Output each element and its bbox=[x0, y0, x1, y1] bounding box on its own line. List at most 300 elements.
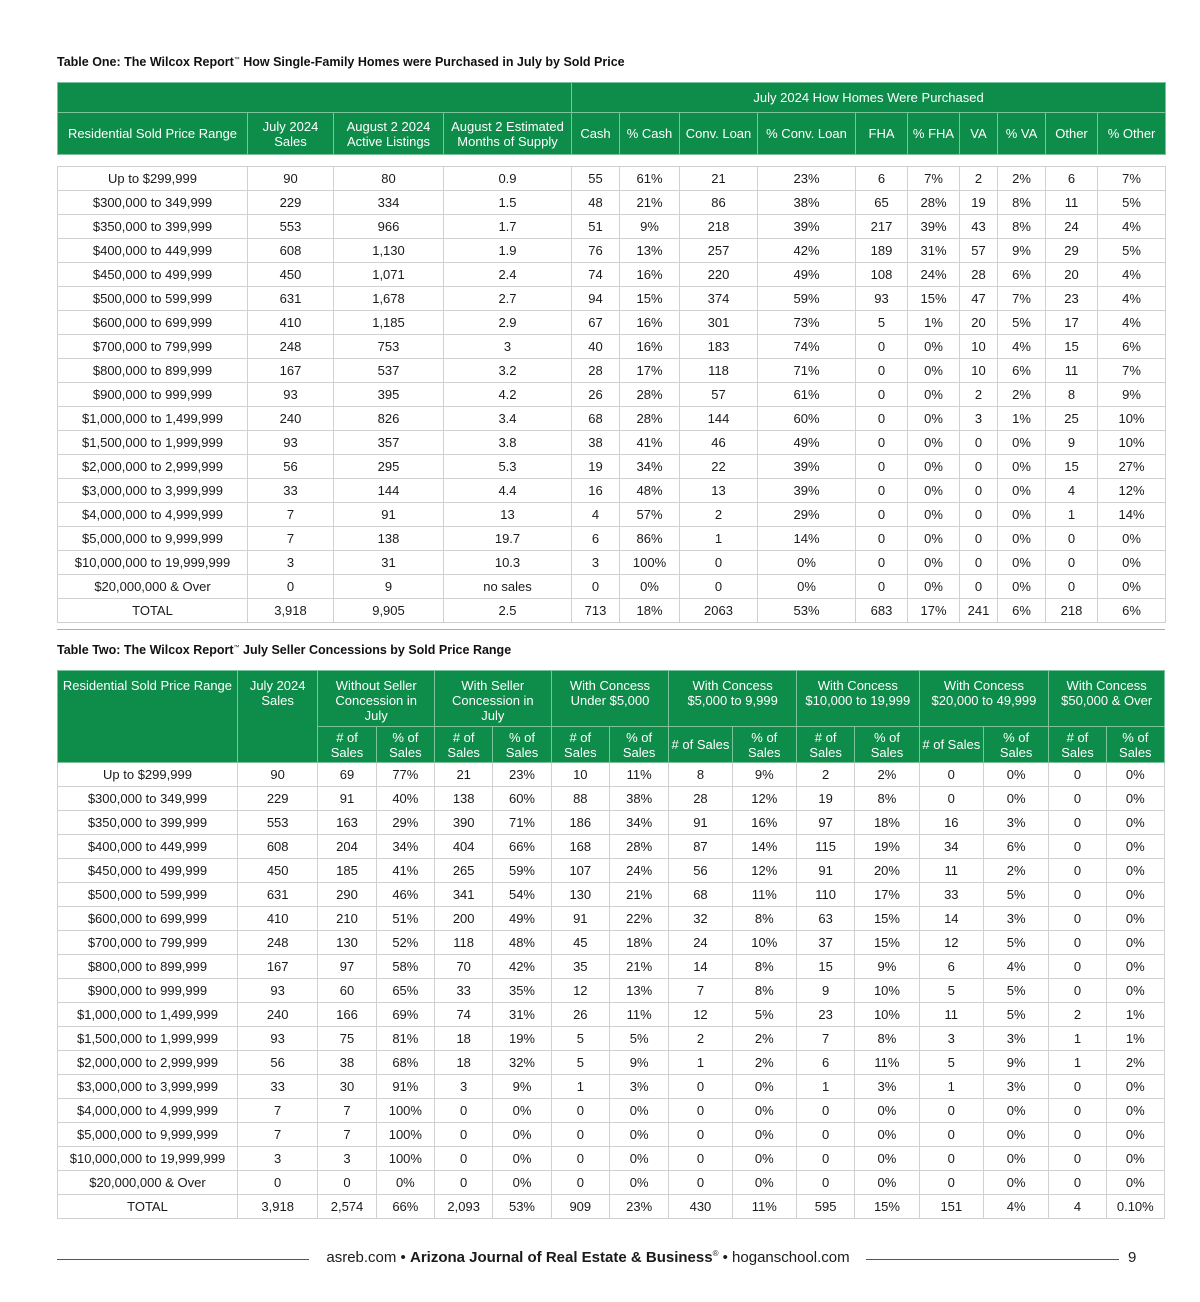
price-range-cell: $450,000 to 499,999 bbox=[58, 263, 248, 287]
table-cell: 3% bbox=[983, 1075, 1048, 1099]
table-cell: 5 bbox=[551, 1027, 609, 1051]
table-cell: 0 bbox=[1049, 1075, 1106, 1099]
price-range-cell: $5,000,000 to 9,999,999 bbox=[58, 1123, 238, 1147]
table-cell: 683 bbox=[856, 599, 908, 623]
table-cell: 14% bbox=[758, 527, 856, 551]
table-two-group-header: With Concess Under $5,000 bbox=[551, 671, 669, 727]
table-cell: 93 bbox=[248, 431, 334, 455]
table-cell: 410 bbox=[237, 907, 317, 931]
table-cell: 1% bbox=[1106, 1027, 1164, 1051]
table-cell: 23% bbox=[758, 167, 856, 191]
table-cell: 91 bbox=[318, 787, 376, 811]
table-cell: 210 bbox=[318, 907, 376, 931]
table-two-title: Table Two: The Wilcox Report™ July Seller Concessions by Sold Price Range bbox=[57, 643, 512, 657]
table-cell: 0 bbox=[435, 1171, 493, 1195]
table-cell: 8% bbox=[998, 215, 1046, 239]
table-cell: 15% bbox=[908, 287, 960, 311]
table-cell: 0% bbox=[1106, 883, 1164, 907]
table-cell: 76 bbox=[572, 239, 620, 263]
table-cell: 39% bbox=[758, 455, 856, 479]
table-cell: 5 bbox=[551, 1051, 609, 1075]
table-cell: 0 bbox=[796, 1123, 854, 1147]
table-cell: 0 bbox=[551, 1123, 609, 1147]
table-cell: 390 bbox=[435, 811, 493, 835]
table-cell: 93 bbox=[248, 383, 334, 407]
table-cell: 29 bbox=[1046, 239, 1098, 263]
table-cell: 38% bbox=[758, 191, 856, 215]
table-cell: 10% bbox=[732, 931, 796, 955]
table-cell: 20% bbox=[855, 859, 919, 883]
table-cell: 100% bbox=[620, 551, 680, 575]
table-cell: 7 bbox=[318, 1123, 376, 1147]
table-row bbox=[58, 263, 1166, 287]
table-cell: 3 bbox=[960, 407, 998, 431]
table-cell: 16 bbox=[919, 811, 983, 835]
price-range-cell: $2,000,000 to 2,999,999 bbox=[58, 1051, 238, 1075]
table-cell: 0% bbox=[1098, 575, 1166, 599]
table-cell: 229 bbox=[248, 191, 334, 215]
table-cell: 48% bbox=[493, 931, 551, 955]
table-cell: 6% bbox=[1098, 335, 1166, 359]
table-cell: 0 bbox=[669, 1123, 732, 1147]
table-cell: 0% bbox=[493, 1123, 551, 1147]
table-total-row bbox=[58, 599, 1166, 623]
table-cell: 7 bbox=[796, 1027, 854, 1051]
table-cell: 0% bbox=[998, 479, 1046, 503]
table-two-sub-header: % of Sales bbox=[609, 727, 668, 763]
table-cell: 35% bbox=[493, 979, 551, 1003]
table-cell: 0% bbox=[1106, 1075, 1164, 1099]
table-row bbox=[58, 1099, 1165, 1123]
table-cell: 11 bbox=[919, 859, 983, 883]
table-cell: 91% bbox=[376, 1075, 434, 1099]
table-cell: 15 bbox=[796, 955, 854, 979]
price-range-cell: $350,000 to 399,999 bbox=[58, 215, 248, 239]
table-one-col-header: July 2024 Sales bbox=[248, 113, 334, 155]
table-cell: 5% bbox=[983, 1003, 1048, 1027]
table-cell: 5 bbox=[919, 1051, 983, 1075]
table-cell: 14 bbox=[669, 955, 732, 979]
table-cell: 4% bbox=[983, 1195, 1048, 1219]
table-cell: 3% bbox=[983, 907, 1048, 931]
table-cell: 168 bbox=[551, 835, 609, 859]
table-cell: 5% bbox=[1098, 191, 1166, 215]
table-cell: 19% bbox=[493, 1027, 551, 1051]
table-cell: 53% bbox=[758, 599, 856, 623]
table-cell: 81% bbox=[376, 1027, 434, 1051]
table-cell: 93 bbox=[237, 979, 317, 1003]
table-cell: 8 bbox=[1046, 383, 1098, 407]
table-cell: 6% bbox=[998, 359, 1046, 383]
price-range-cell: $700,000 to 799,999 bbox=[58, 931, 238, 955]
table-cell: 22 bbox=[680, 455, 758, 479]
table-cell: 34 bbox=[919, 835, 983, 859]
table-cell: 60 bbox=[318, 979, 376, 1003]
table-cell: 2% bbox=[998, 383, 1046, 407]
price-range-cell: Up to $299,999 bbox=[58, 763, 238, 787]
table-cell: 0 bbox=[960, 575, 998, 599]
table-cell: 301 bbox=[680, 311, 758, 335]
table-cell: 49% bbox=[493, 907, 551, 931]
table-cell: 74% bbox=[758, 335, 856, 359]
table-cell: 0 bbox=[669, 1147, 732, 1171]
table-row bbox=[58, 979, 1165, 1003]
table-row bbox=[58, 883, 1165, 907]
table-cell: 450 bbox=[248, 263, 334, 287]
table-row bbox=[58, 1147, 1165, 1171]
table-cell: 11% bbox=[732, 1195, 796, 1219]
table-one-col-header: Cash bbox=[572, 113, 620, 155]
table-cell: 115 bbox=[796, 835, 854, 859]
table-cell: 0 bbox=[960, 455, 998, 479]
table-cell: 229 bbox=[237, 787, 317, 811]
table-cell: 2% bbox=[998, 167, 1046, 191]
table-row bbox=[58, 167, 1166, 191]
table-cell: 0 bbox=[960, 551, 998, 575]
table-cell: 33 bbox=[248, 479, 334, 503]
table-cell: 28% bbox=[620, 407, 680, 431]
table-row bbox=[58, 431, 1166, 455]
table-cell: 80 bbox=[334, 167, 444, 191]
table-cell: 357 bbox=[334, 431, 444, 455]
price-range-cell: $800,000 to 899,999 bbox=[58, 359, 248, 383]
table-cell: 32% bbox=[493, 1051, 551, 1075]
table-cell: 631 bbox=[248, 287, 334, 311]
table-cell: 6 bbox=[919, 955, 983, 979]
table-one-col-header: August 2 Estimated Months of Supply bbox=[444, 113, 572, 155]
table-cell: 100% bbox=[376, 1147, 434, 1171]
table-cell: 9% bbox=[855, 955, 919, 979]
table-cell: 0% bbox=[908, 479, 960, 503]
table-cell: 46% bbox=[376, 883, 434, 907]
table-cell: 185 bbox=[318, 859, 376, 883]
table-cell: 608 bbox=[237, 835, 317, 859]
table-cell: 0% bbox=[609, 1099, 668, 1123]
table-cell: 0 bbox=[919, 787, 983, 811]
table-cell: 57 bbox=[680, 383, 758, 407]
table-cell: 49% bbox=[758, 431, 856, 455]
table-two-sub-header: % of Sales bbox=[983, 727, 1048, 763]
table-cell: 3,918 bbox=[248, 599, 334, 623]
table-cell: 5% bbox=[1098, 239, 1166, 263]
table-cell: 8% bbox=[732, 955, 796, 979]
table-cell: 6% bbox=[998, 599, 1046, 623]
table-two-sub-header: % of Sales bbox=[1106, 727, 1164, 763]
table-cell: 9% bbox=[1098, 383, 1166, 407]
table-cell: 32 bbox=[669, 907, 732, 931]
table-cell: 2 bbox=[680, 503, 758, 527]
table-cell: 4% bbox=[1098, 311, 1166, 335]
table-cell: 0 bbox=[919, 1123, 983, 1147]
table-cell: 97 bbox=[318, 955, 376, 979]
table-cell: 1% bbox=[908, 311, 960, 335]
table-cell: 28 bbox=[960, 263, 998, 287]
table-row bbox=[58, 835, 1165, 859]
table-two-sub-header: % of Sales bbox=[855, 727, 919, 763]
table-cell: 11 bbox=[1046, 359, 1098, 383]
table-cell: 3 bbox=[572, 551, 620, 575]
table-row bbox=[58, 551, 1166, 575]
price-range-cell: $20,000,000 & Over bbox=[58, 1171, 238, 1195]
footer-link-hoganschool[interactable]: • hoganschool.com bbox=[718, 1249, 850, 1266]
table-cell: 10% bbox=[855, 979, 919, 1003]
table-cell: 0% bbox=[1106, 835, 1164, 859]
table-cell: 0 bbox=[680, 575, 758, 599]
table-cell: 0 bbox=[856, 575, 908, 599]
table-cell: 19 bbox=[572, 455, 620, 479]
table-cell: 5% bbox=[983, 883, 1048, 907]
table-cell: 0% bbox=[998, 503, 1046, 527]
table-cell: 0 bbox=[1049, 811, 1106, 835]
price-range-cell: $1,000,000 to 1,499,999 bbox=[58, 407, 248, 431]
table-row bbox=[58, 503, 1166, 527]
table-cell: 0 bbox=[1049, 859, 1106, 883]
table-row bbox=[58, 287, 1166, 311]
table-row bbox=[58, 931, 1165, 955]
table-cell: 3% bbox=[983, 1027, 1048, 1051]
table-cell: 75 bbox=[318, 1027, 376, 1051]
table-cell: 166 bbox=[318, 1003, 376, 1027]
table-cell: 2.7 bbox=[444, 287, 572, 311]
table-cell: 0 bbox=[1049, 955, 1106, 979]
price-range-cell: $500,000 to 599,999 bbox=[58, 287, 248, 311]
table-cell: 537 bbox=[334, 359, 444, 383]
table-cell: 73% bbox=[758, 311, 856, 335]
footer-link-asreb[interactable]: asreb.com • bbox=[326, 1249, 410, 1266]
table-cell: 0% bbox=[998, 455, 1046, 479]
table-cell: 0 bbox=[919, 763, 983, 787]
table-cell: 1 bbox=[796, 1075, 854, 1099]
table-cell: 2,574 bbox=[318, 1195, 376, 1219]
table-cell: 11% bbox=[609, 763, 668, 787]
table-cell: 220 bbox=[680, 263, 758, 287]
table-row bbox=[58, 575, 1166, 599]
table-cell: 3 bbox=[435, 1075, 493, 1099]
table-row bbox=[58, 1027, 1165, 1051]
table-cell: 2% bbox=[855, 763, 919, 787]
table-cell: 15% bbox=[855, 931, 919, 955]
table-cell: 0% bbox=[609, 1147, 668, 1171]
table-cell: 0 bbox=[796, 1099, 854, 1123]
table-cell: 48% bbox=[620, 479, 680, 503]
table-cell: 21% bbox=[609, 883, 668, 907]
table-cell: 0% bbox=[1106, 859, 1164, 883]
table-cell: 4.2 bbox=[444, 383, 572, 407]
table-cell: 0% bbox=[908, 359, 960, 383]
table-two-sub-header: % of Sales bbox=[732, 727, 796, 763]
table-cell: 966 bbox=[334, 215, 444, 239]
price-range-cell: $4,000,000 to 4,999,999 bbox=[58, 503, 248, 527]
price-range-cell: $300,000 to 349,999 bbox=[58, 787, 238, 811]
table-cell: 33 bbox=[435, 979, 493, 1003]
table-cell: 0% bbox=[983, 787, 1048, 811]
table-cell: 3% bbox=[983, 811, 1048, 835]
table-cell: 0% bbox=[732, 1099, 796, 1123]
table-one-col-header: Other bbox=[1046, 113, 1098, 155]
table-cell: 0% bbox=[998, 431, 1046, 455]
table-cell: 0% bbox=[732, 1123, 796, 1147]
price-range-cell: $600,000 to 699,999 bbox=[58, 311, 248, 335]
table-row bbox=[58, 1003, 1165, 1027]
table-cell: 0 bbox=[856, 407, 908, 431]
table-cell: 11% bbox=[732, 883, 796, 907]
table-cell: 9% bbox=[609, 1051, 668, 1075]
table-cell: 18% bbox=[620, 599, 680, 623]
table-cell: 38% bbox=[609, 787, 668, 811]
price-range-cell: TOTAL bbox=[58, 1195, 238, 1219]
table-cell: 5% bbox=[732, 1003, 796, 1027]
table-cell: 0 bbox=[572, 575, 620, 599]
table-cell: 59% bbox=[758, 287, 856, 311]
table-cell: 70 bbox=[435, 955, 493, 979]
table-cell: 0% bbox=[1106, 763, 1164, 787]
table-cell: 0% bbox=[1106, 1099, 1164, 1123]
table-cell: 4% bbox=[1098, 263, 1166, 287]
table-cell: 37 bbox=[796, 931, 854, 955]
table-cell: 7 bbox=[237, 1123, 317, 1147]
table-cell: 8% bbox=[855, 787, 919, 811]
table-cell: 0% bbox=[855, 1147, 919, 1171]
table-cell: 0 bbox=[856, 359, 908, 383]
table-cell: 0% bbox=[732, 1147, 796, 1171]
table-cell: 24% bbox=[609, 859, 668, 883]
table-row bbox=[58, 859, 1165, 883]
table-cell: 13% bbox=[620, 239, 680, 263]
table-cell: 553 bbox=[248, 215, 334, 239]
table-cell: 0 bbox=[796, 1171, 854, 1195]
table-cell: 7 bbox=[248, 527, 334, 551]
table-one-col-header: % VA bbox=[998, 113, 1046, 155]
table-row bbox=[58, 811, 1165, 835]
footer-text: asreb.com • Arizona Journal of Real Estate & Business® • hoganschool.com bbox=[326, 1249, 850, 1266]
table-cell: 13 bbox=[680, 479, 758, 503]
table-cell: 19.7 bbox=[444, 527, 572, 551]
table-cell: 0 bbox=[1049, 1147, 1106, 1171]
price-range-cell: $350,000 to 399,999 bbox=[58, 811, 238, 835]
table-cell: 61% bbox=[758, 383, 856, 407]
table-cell: 0 bbox=[435, 1147, 493, 1171]
table-cell: 248 bbox=[237, 931, 317, 955]
table-cell: 7 bbox=[237, 1099, 317, 1123]
table-cell: 8% bbox=[998, 191, 1046, 215]
table-cell: 48 bbox=[572, 191, 620, 215]
table-cell: 12% bbox=[732, 859, 796, 883]
price-range-cell: $1,500,000 to 1,999,999 bbox=[58, 1027, 238, 1051]
table-cell: 1,130 bbox=[334, 239, 444, 263]
table-cell: 65 bbox=[856, 191, 908, 215]
table-cell: 0 bbox=[669, 1099, 732, 1123]
table-cell: 10.3 bbox=[444, 551, 572, 575]
table-cell: 713 bbox=[572, 599, 620, 623]
table-cell: 42% bbox=[758, 239, 856, 263]
table-cell: 16% bbox=[620, 311, 680, 335]
table-cell: 56 bbox=[237, 1051, 317, 1075]
table-cell: 18% bbox=[855, 811, 919, 835]
table-cell: 0% bbox=[908, 551, 960, 575]
table-cell: 0% bbox=[998, 527, 1046, 551]
table-cell: 1,678 bbox=[334, 287, 444, 311]
table-cell: 4% bbox=[1098, 215, 1166, 239]
price-range-cell: $3,000,000 to 3,999,999 bbox=[58, 1075, 238, 1099]
table-cell: 0 bbox=[237, 1171, 317, 1195]
table-cell: 67 bbox=[572, 311, 620, 335]
price-range-cell: $300,000 to 349,999 bbox=[58, 191, 248, 215]
table-cell: 100% bbox=[376, 1123, 434, 1147]
table-cell: 51% bbox=[376, 907, 434, 931]
table-cell: 26 bbox=[551, 1003, 609, 1027]
table-cell: 0 bbox=[318, 1171, 376, 1195]
table-cell: 23 bbox=[1046, 287, 1098, 311]
table-cell: 15% bbox=[855, 907, 919, 931]
table-cell: 0.9 bbox=[444, 167, 572, 191]
table-one-group-header: July 2024 How Homes Were Purchased bbox=[572, 83, 1166, 113]
table-cell: 17% bbox=[908, 599, 960, 623]
table-cell: 0 bbox=[680, 551, 758, 575]
table-cell: 2063 bbox=[680, 599, 758, 623]
table-cell: 68 bbox=[572, 407, 620, 431]
table-cell: 91 bbox=[551, 907, 609, 931]
table-cell: 0% bbox=[983, 1171, 1048, 1195]
table-cell: 1 bbox=[551, 1075, 609, 1099]
table-cell: 0% bbox=[609, 1171, 668, 1195]
table-one-col-header: FHA bbox=[856, 113, 908, 155]
table-cell: 6 bbox=[572, 527, 620, 551]
table-two-col-header: Residential Sold Price Range bbox=[58, 671, 238, 763]
table-cell: 41% bbox=[376, 859, 434, 883]
table-cell: 553 bbox=[237, 811, 317, 835]
table-cell: 240 bbox=[237, 1003, 317, 1027]
table-cell: 4% bbox=[1098, 287, 1166, 311]
table-cell: 60% bbox=[493, 787, 551, 811]
table-two-group-header: With Concess $5,000 to 9,999 bbox=[669, 671, 797, 727]
table-cell: 60% bbox=[758, 407, 856, 431]
table-cell: 2.5 bbox=[444, 599, 572, 623]
table-cell: 0 bbox=[435, 1099, 493, 1123]
table-cell: 22% bbox=[609, 907, 668, 931]
table-cell: 52% bbox=[376, 931, 434, 955]
table-cell: 430 bbox=[669, 1195, 732, 1219]
price-range-cell: $900,000 to 999,999 bbox=[58, 383, 248, 407]
table-cell: 0% bbox=[1106, 811, 1164, 835]
table-cell: 17% bbox=[620, 359, 680, 383]
table-cell: 0% bbox=[908, 383, 960, 407]
table-cell: 5.3 bbox=[444, 455, 572, 479]
table-cell: 0% bbox=[908, 335, 960, 359]
price-range-cell: $20,000,000 & Over bbox=[58, 575, 248, 599]
table-cell: 3% bbox=[609, 1075, 668, 1099]
table-cell: 0% bbox=[1106, 1147, 1164, 1171]
table-cell: 4 bbox=[1046, 479, 1098, 503]
table-cell: 24 bbox=[669, 931, 732, 955]
table-cell: 290 bbox=[318, 883, 376, 907]
table-cell: 0 bbox=[669, 1171, 732, 1195]
table-cell: 24% bbox=[908, 263, 960, 287]
table-cell: 15 bbox=[1046, 455, 1098, 479]
table-cell: 19 bbox=[796, 787, 854, 811]
table-cell: 26 bbox=[572, 383, 620, 407]
table-cell: 11% bbox=[855, 1051, 919, 1075]
table-cell: 39% bbox=[758, 215, 856, 239]
table-cell: 33 bbox=[919, 883, 983, 907]
table-cell: 3 bbox=[248, 551, 334, 575]
table-cell: 0 bbox=[248, 575, 334, 599]
table-cell: 10% bbox=[1098, 407, 1166, 431]
table-cell: 35 bbox=[551, 955, 609, 979]
table-row bbox=[58, 455, 1166, 479]
table-cell: 118 bbox=[680, 359, 758, 383]
table-cell: 0 bbox=[1049, 979, 1106, 1003]
table-cell: 2 bbox=[960, 383, 998, 407]
